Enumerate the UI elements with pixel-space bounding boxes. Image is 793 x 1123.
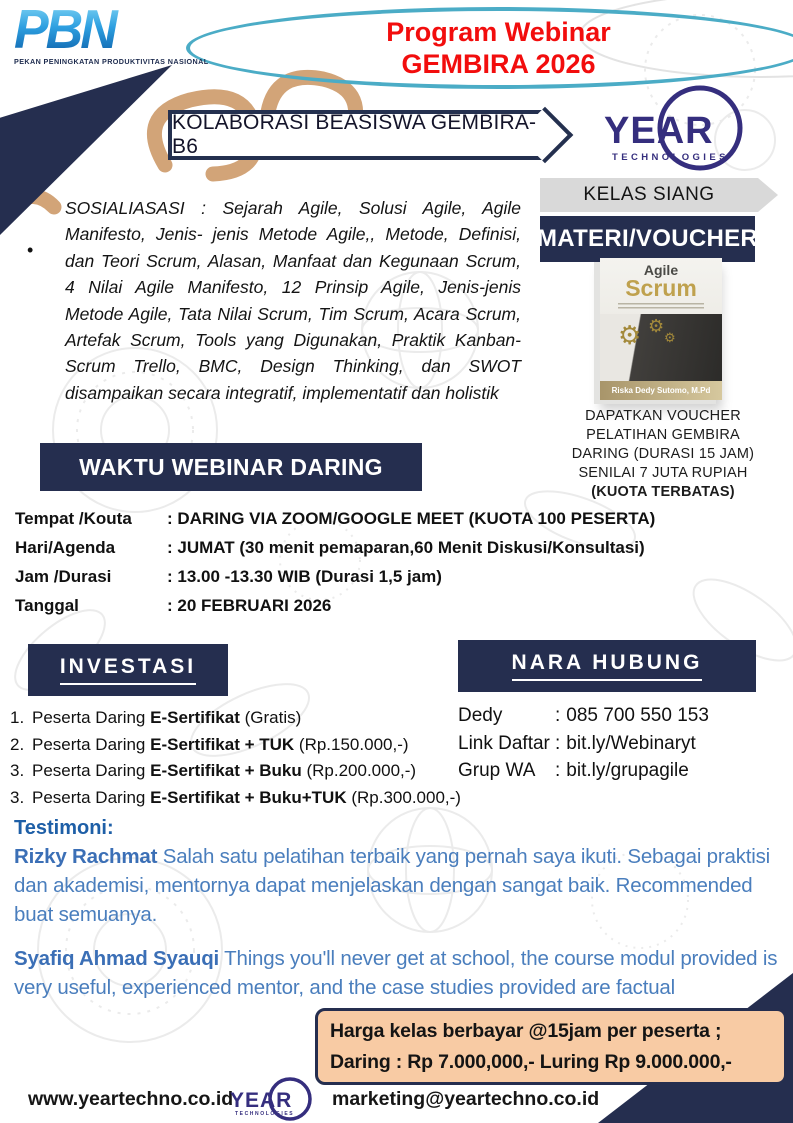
- testimonial-text: Salah satu pelatihan terbaik yang pernah saya ikuti. Sebagai praktisi dan akademisi, mentornya dapat menjelaskan dengan sangat baik. Recommended buat semuanya.: [14, 845, 771, 926]
- kelas-siang-banner: [540, 178, 758, 212]
- gear-icon: ⚙: [664, 330, 676, 345]
- program-title-ellipse: [186, 7, 793, 89]
- website-url[interactable]: www.yeartechno.co.id: [28, 1088, 234, 1110]
- investasi-item: [10, 705, 460, 732]
- waktu-label: Jam /Durasi: [15, 567, 112, 586]
- item-package: E-Sertifikat: [150, 708, 240, 727]
- kolaborasi-banner-text: KOLABORASI BEASISWA GEMBIRA-B6: [172, 111, 537, 158]
- program-title-line2: GEMBIRA 2026: [401, 49, 596, 79]
- nara-hubung-heading-box: [458, 640, 756, 692]
- item-text: Peserta Daring: [32, 708, 151, 727]
- book-author: Riska Dedy Sutomo, M.Pd: [600, 381, 722, 400]
- investasi-heading-box: [28, 644, 228, 696]
- item-text: Peserta Daring: [32, 761, 151, 781]
- marketing-email[interactable]: marketing@yeartechno.co.id: [332, 1088, 600, 1110]
- waktu-label: Tempat /Kouta: [15, 509, 132, 528]
- investasi-item: [10, 785, 460, 812]
- voucher-line: PELATIHAN GEMBIRA: [586, 427, 740, 443]
- contact-row-whatsapp-group: [458, 757, 788, 785]
- pbn-logo: [14, 0, 209, 66]
- waktu-value: : 20 FEBRUARI 2026: [167, 596, 332, 615]
- waktu-value: : 13.00 -13.30 WIB (Durasi 1,5 jam): [167, 567, 442, 586]
- voucher-line: SENILAI 7 JUTA RUPIAH: [578, 465, 748, 481]
- year-logo-subtitle: TECHNOLOGIES: [612, 152, 729, 163]
- materi-voucher-banner: [536, 216, 759, 262]
- contact-list: [458, 702, 788, 785]
- year-logo-wordmark: YEAR: [230, 1089, 293, 1112]
- year-logo-wordmark: YEAR: [604, 110, 714, 152]
- pbn-logo-wordmark: PBN: [14, 3, 184, 58]
- pbn-logo-subtitle: PEKAN PENINGKATAN PRODUKTIVITAS NASIONAL: [14, 57, 209, 66]
- book-title-agile: Agile: [643, 262, 679, 278]
- contact-label: Dedy: [458, 705, 503, 726]
- waktu-label: Hari/Agenda: [15, 538, 116, 557]
- phone-number[interactable]: 085 700 550 153: [566, 705, 709, 726]
- price-callout-box: [315, 1008, 787, 1085]
- testimonial-section: [14, 814, 778, 1002]
- materi-voucher-label: MATERI/VOUCHER: [536, 225, 759, 252]
- contact-row-phone: [458, 702, 788, 730]
- testimonial-author: Rizky Rachmat: [14, 845, 158, 868]
- sosialisasi-paragraph: SOSIALIASASI : Sejarah Agile, Solusi Agile, Agile Manifesto, Jenis- jenis Metode Agile,, Metode, Definisi, dan Teori Scrum, Alasan, Manfaat dan Kegunaan Scrum, 4 Nilai Agile Manifesto, 12 Prinsip Agile, Jenis-jenis Metode Agile, Tata Nilai Scrum, Tim Scrum, Acara Scrum, Artefak Scrum, Tools yang Digunakan, Praktik Kanban-Scrum Trello, BMC, Design Thinking, dan SWOT disampaikan secara integratif, implementatif dan holistik: [65, 198, 521, 403]
- investasi-heading: INVESTASI: [60, 655, 196, 685]
- contact-row-register-link: [458, 730, 788, 758]
- item-text: Peserta Daring: [32, 734, 151, 754]
- voucher-info: [538, 407, 788, 502]
- voucher-line: DARING (DURASI 15 JAM): [571, 446, 755, 462]
- item-text: Peserta Daring: [32, 787, 151, 807]
- gear-icon: ⚙: [618, 320, 642, 350]
- item-package: E-Sertifikat + Buku: [150, 761, 302, 781]
- kolaborasi-banner: [168, 110, 546, 160]
- waktu-row-jam: [15, 562, 790, 591]
- item-number: 2.: [10, 734, 25, 754]
- investasi-list: [10, 705, 460, 811]
- waktu-row-tanggal: [15, 591, 790, 620]
- waktu-row-tempat: [15, 504, 790, 533]
- year-logo-subtitle: TECHNOLOGIES: [235, 1111, 295, 1117]
- testimonial-text: Things you'll never get at school, the course modul provided is very useful, experienced mentor, and the case studies provided are factual: [14, 947, 778, 999]
- item-package: E-Sertifikat + TUK: [150, 734, 295, 754]
- nara-hubung-heading: NARA HUBUNG: [512, 651, 703, 681]
- investasi-item: [10, 758, 460, 785]
- voucher-line: DAPATKAN VOUCHER: [585, 408, 741, 424]
- testimonial-entry: [14, 944, 778, 1002]
- book-cover-photo: [600, 314, 722, 381]
- contact-separator: :: [555, 732, 561, 754]
- waktu-details: [15, 504, 790, 620]
- waktu-value: : JUMAT (30 menit pemaparan,60 Menit Diskusi/Konsultasi): [167, 538, 645, 557]
- item-price: (Rp.300.000,-): [346, 787, 461, 807]
- kelas-siang-label: KELAS SIANG: [583, 184, 715, 205]
- item-number: 3.: [10, 787, 25, 807]
- bullet-point: •: [27, 240, 34, 260]
- whatsapp-group-link[interactable]: bit.ly/grupagile: [566, 760, 689, 782]
- price-line2: Daring : Rp 7.000,000,- Luring Rp 9.000.000,-: [330, 1051, 732, 1073]
- investasi-item: [10, 732, 460, 759]
- item-number: 3.: [10, 761, 25, 781]
- voucher-quota-note: (KUOTA TERBATAS): [591, 484, 735, 500]
- year-technologies-logo-footer: [228, 1080, 328, 1123]
- testimonial-entry: [14, 842, 778, 929]
- year-technologies-logo: [598, 92, 760, 178]
- item-number: 1.: [10, 708, 25, 727]
- waktu-label: Tanggal: [15, 596, 79, 615]
- contact-label: Grup WA: [458, 760, 536, 782]
- agile-scrum-book-cover: [600, 258, 722, 400]
- book-subtitle-lines: [618, 303, 703, 310]
- item-price: (Rp.150.000,-): [294, 734, 409, 754]
- item-price: (Rp.200.000,-): [301, 761, 417, 781]
- gear-icon: ⚙: [648, 316, 665, 336]
- contact-label: Link Daftar: [458, 732, 550, 754]
- waktu-row-hari: [15, 533, 790, 562]
- program-title-line1: Program Webinar: [386, 17, 611, 47]
- waktu-webinar-heading: WAKTU WEBINAR DARING: [79, 453, 383, 480]
- item-package: E-Sertifikat + Buku+TUK: [150, 787, 347, 807]
- contact-separator: :: [555, 760, 561, 782]
- testimonial-author: Syafiq Ahmad Syauqi: [14, 947, 220, 970]
- waktu-value: : DARING VIA ZOOM/GOOGLE MEET (KUOTA 100 PESERTA): [167, 509, 656, 528]
- contact-separator: :: [555, 705, 561, 726]
- registration-link[interactable]: bit.ly/Webinaryt: [566, 732, 696, 754]
- book-title-scrum: Scrum: [625, 275, 697, 301]
- price-line1: Harga kelas berbayar @15jam per peserta ;: [330, 1020, 722, 1042]
- waktu-webinar-banner: [40, 443, 422, 491]
- testimonial-heading: Testimoni:: [14, 817, 114, 839]
- item-price: (Gratis): [239, 708, 302, 727]
